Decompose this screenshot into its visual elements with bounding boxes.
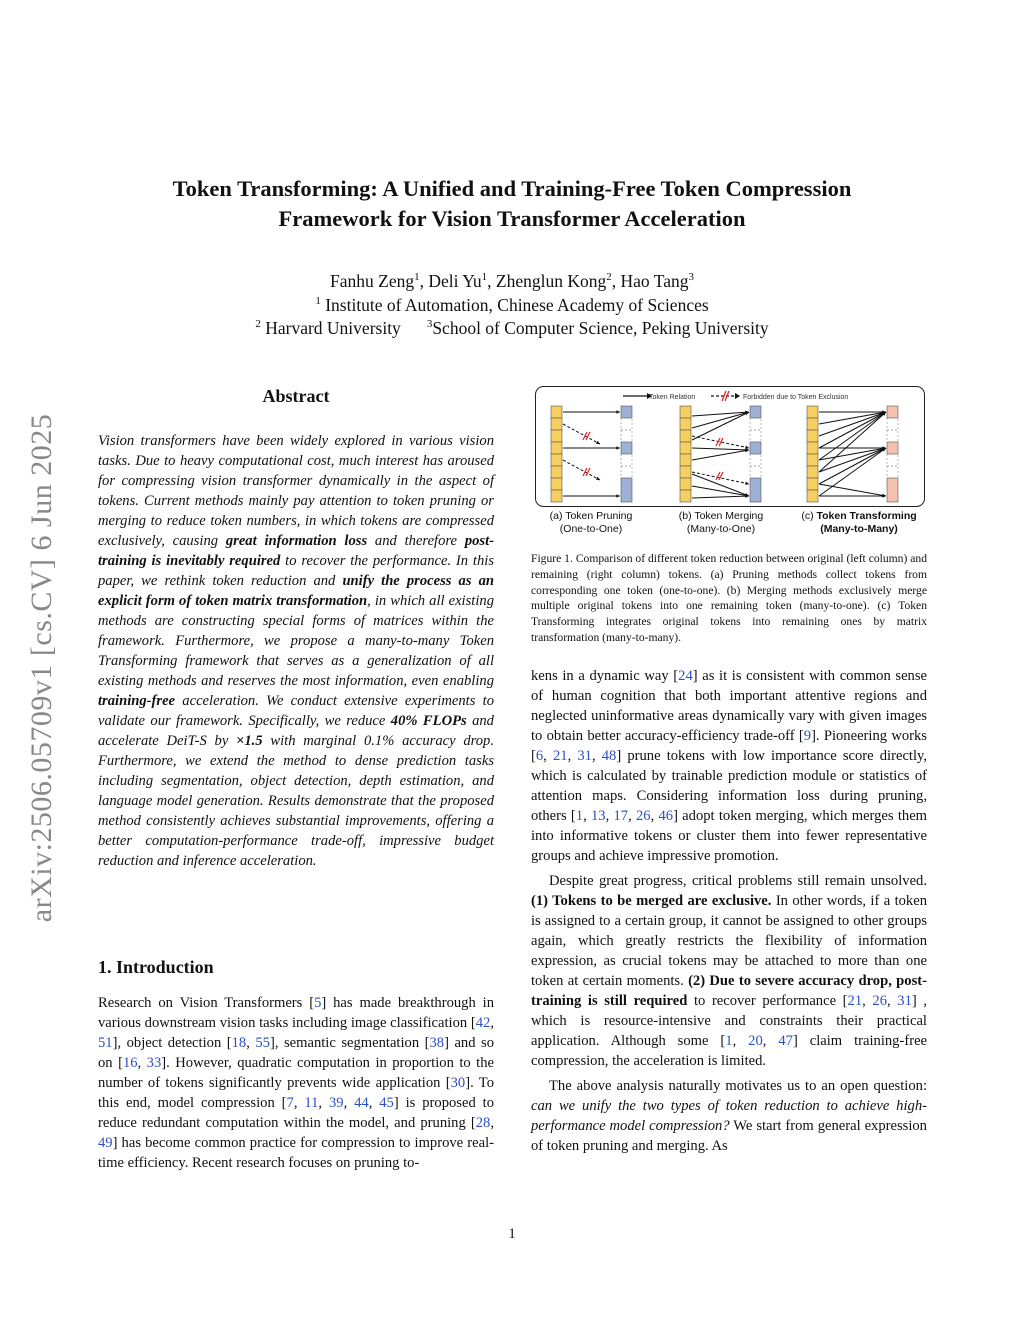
- original-token: [807, 442, 818, 454]
- remaining-token-slot: [621, 454, 632, 466]
- remaining-token: [750, 406, 761, 418]
- original-token: [551, 490, 562, 502]
- relation-arrow: [819, 412, 886, 436]
- forbidden-arrow: [563, 460, 600, 480]
- author-name: Fanhu Zeng: [330, 271, 415, 291]
- citation-link[interactable]: 55: [255, 1035, 270, 1051]
- citation-link[interactable]: 46: [658, 808, 674, 824]
- relation-arrow: [819, 412, 886, 460]
- citation-link[interactable]: 49: [98, 1135, 113, 1151]
- original-token: [807, 454, 818, 466]
- remaining-token: [621, 478, 632, 502]
- citation-link[interactable]: 44: [354, 1095, 369, 1111]
- citation-link[interactable]: 7: [286, 1095, 294, 1111]
- affiliation-1: $^1$ Institute of Automation, Chinese Academy of Sciences: [315, 295, 709, 315]
- remaining-token-slot: [621, 418, 632, 430]
- original-token: [680, 490, 691, 502]
- citation-link[interactable]: 31: [897, 993, 912, 1009]
- figure-caption: Figure 1. Comparison of different token reduction between original (left column) and remaining (right column) tokens. (a) Pruning methods collect tokens from corresponding one token (one-to-one). (b) Merging methods exclusively merge multiple original tokens into one remaining token (many-to-one). (c) Token Transforming integrates original tokens into remaining ones by matrix transformation (many-to-many).: [531, 552, 927, 644]
- citation-link[interactable]: 9: [803, 728, 812, 744]
- citation-link[interactable]: 47: [778, 1033, 793, 1049]
- remaining-token: [750, 478, 761, 502]
- paper-title: [100, 174, 924, 234]
- legend: [623, 391, 848, 401]
- original-token: [551, 454, 562, 466]
- relation-arrow-head: [616, 494, 620, 497]
- citation-link[interactable]: 51: [98, 1035, 113, 1051]
- relation-arrow: [692, 486, 749, 496]
- relation-arrow: [692, 448, 749, 450]
- citation-link[interactable]: 11: [304, 1095, 319, 1111]
- original-token: [551, 418, 562, 430]
- original-token: [680, 406, 691, 418]
- remaining-token-slot: [887, 430, 898, 442]
- author-name: Zhenglun Kong: [495, 271, 607, 291]
- remaining-token: [750, 442, 761, 454]
- paragraph-3: The above analysis naturally motivates us to an open question: can we unify the two types of token reduction to achieve high-performance model compression? We start from general expression of token pruning and merging. As: [531, 1078, 927, 1154]
- remaining-token-slot: [621, 430, 632, 442]
- subcaption-a: (a) Token Pruning (One-to-One): [549, 510, 633, 535]
- remaining-token-slot: [750, 454, 761, 466]
- intro-heading: 1. Introduction: [98, 957, 214, 977]
- caption-label: Figure 1.: [531, 552, 573, 565]
- relation-arrow: [819, 448, 886, 472]
- affiliation-2-3: $^2$ Harvard University $^3$School of Computer Science, Peking University: [255, 318, 769, 338]
- legend-forbidden-label: Forbidden due to Token Exclusion: [743, 394, 849, 401]
- remaining-token: [887, 478, 898, 502]
- original-token: [680, 418, 691, 430]
- original-token: [551, 406, 562, 418]
- citation-link[interactable]: 26: [635, 808, 651, 824]
- intro-body: Research on Vision Transformers [5] has made breakthrough in various downstream vision tasks including image classification [42, 51], object detection [18, 55], semantic segmentation [38] and so on [16, 33]. However, quadratic computation in proportion to the number of tokens significantly prevents wide application [30]. To this end, model compression [7, 11, 39, 44, 45] is proposed to reduce redundant computation within the model, and pruning [28, 49] has become common practice for compression to improve real-time efficiency. Recent research focuses on pruning to-: [98, 995, 494, 1171]
- paragraph-1: kens in a dynamic way [24] as it is consistent with common sense of human cognition that both important attentive regions and neglected uninformative areas dynamically vary with given images to obtain better accuracy-efficiency trade-off [9]. Pioneering works [6, 21, 31, 48] prune tokens with low importance score directly, which is calculated by trainable prediction module or statistics of attention maps. Considering information loss during pruning, others [1, 13, 17, 26, 46] adopt token merging, which merges them into informative tokens or cluster them into fewer representative groups and achieve impressive promotion.: [531, 668, 928, 864]
- remaining-token: [621, 406, 632, 418]
- relation-arrow: [692, 496, 749, 498]
- author-name: Deli Yu: [428, 271, 482, 291]
- relation-arrow-head: [616, 410, 620, 413]
- citation-link[interactable]: 17: [613, 808, 629, 824]
- original-token: [807, 466, 818, 478]
- remaining-token-slot: [621, 466, 632, 478]
- forbidden-arrow: [563, 424, 600, 444]
- relation-arrow: [819, 448, 886, 460]
- relation-arrow: [819, 412, 886, 472]
- relation-arrow: [819, 412, 886, 424]
- original-token: [680, 454, 691, 466]
- original-token: [807, 490, 818, 502]
- citation-link[interactable]: 20: [748, 1033, 763, 1049]
- abstract-heading: Abstract: [262, 386, 330, 406]
- citation-link[interactable]: 13: [590, 808, 606, 824]
- remaining-token-slot: [887, 454, 898, 466]
- original-token: [680, 466, 691, 478]
- citation-link[interactable]: 28: [475, 1115, 491, 1131]
- forbidden-arrow-head: [596, 441, 600, 444]
- paragraph-2: Despite great progress, critical problems still remain unsolved. (1) Tokens to be merged are exclusive. In other words, if a token is assigned to a certain group, it cannot be assigned to other groups again, which greatly restricts the flexibility of information expression, as crucial tokens may be attached to more than one token at certain moments. (2) Due to severe accuracy drop, post-training is still required to recover performance [21, 26, 31] , which is resource-intensive and constraints their practical application. Although some [1, 20, 47] claim training-free compression, the acceleration is limited.: [531, 873, 928, 1069]
- abstract-body: Vision transformers have been widely explored in various vision tasks. Due to heavy computational cost, much interest has aroused for compressing vision transformer dynamically in the aspect of tokens. Current methods mainly pay attention to token pruning or merging to reduce token numbers, in which tokens are compressed exclusively, causing great information loss and therefore post-training is inevitably required to recover the performance. In this paper, we rethink token reduction and unify the process as an explicit form of token matrix transformation, in which all existing methods are constructing special forms of matrices within the framework. Furthermore, we propose a many-to-many Token Transforming framework that serves as a generalization of all existing methods and reserves the most information, even enabling training-free acceleration. We conduct extensive experiments to validate our framework. Specifically, we reduce 40% FLOPs and accelerate DeiT-S by ×1.5 with marginal 0.1% accuracy drop. Furthermore, we extend the method to dense prediction tasks including segmentation, object detection, depth estimation, and language model generation. Results demonstrate that the proposed method consistently achieves substantial improvements, offering a better computation-performance trade-off, impressive budget reduction and inference acceleration.: [98, 433, 494, 869]
- relation-arrow: [819, 448, 886, 496]
- relation-arrow: [819, 484, 886, 496]
- citation-link[interactable]: 38: [429, 1035, 445, 1051]
- citation-link[interactable]: 42: [475, 1015, 491, 1031]
- citation-link[interactable]: 30: [450, 1075, 466, 1091]
- original-token: [680, 442, 691, 454]
- original-token: [680, 478, 691, 490]
- subcaption-b: (b) Token Merging (Many-to-One): [678, 510, 764, 535]
- citation-link[interactable]: 1: [725, 1033, 733, 1049]
- arxiv-identifier: arXiv:2506.05709v1 [cs.CV] 6 Jun 2025: [25, 413, 58, 923]
- original-token: [807, 430, 818, 442]
- original-token: [807, 418, 818, 430]
- original-token: [551, 478, 562, 490]
- remaining-token: [621, 442, 632, 454]
- citation-link[interactable]: 39: [328, 1095, 344, 1111]
- citation-link[interactable]: 18: [231, 1035, 247, 1051]
- title-line-1: Token Transforming: A Unified and Training-Free Token Compression: [172, 176, 852, 201]
- subcaption-c: (c) Token Transforming (Many-to-Many): [801, 510, 917, 535]
- citation-link[interactable]: 45: [379, 1095, 394, 1111]
- relation-arrow: [692, 450, 749, 460]
- citation-link[interactable]: 1: [575, 808, 584, 824]
- forbidden-arrow-head: [596, 477, 600, 480]
- remaining-token: [887, 442, 898, 454]
- original-token: [551, 442, 562, 454]
- citation-link[interactable]: 5: [314, 995, 322, 1011]
- citation-link[interactable]: 33: [146, 1055, 162, 1071]
- citation-link[interactable]: 26: [872, 993, 887, 1009]
- remaining-token-slot: [750, 418, 761, 430]
- relation-arrow-head: [616, 446, 620, 449]
- citation-link[interactable]: 16: [122, 1055, 138, 1071]
- figure-panels: [551, 406, 898, 502]
- citation-link[interactable]: 24: [678, 668, 693, 684]
- original-token: [680, 430, 691, 442]
- citation-link[interactable]: 48: [601, 748, 617, 764]
- figure-1: [535, 386, 925, 544]
- forbidden-arrow-head: [745, 482, 749, 485]
- legend-relation-label: Token Relation: [649, 394, 696, 401]
- citation-link[interactable]: 21: [552, 748, 568, 764]
- author-name: Hao Tang: [620, 271, 689, 291]
- citation-link[interactable]: 21: [847, 993, 863, 1009]
- right-column-body: [531, 666, 927, 1156]
- remaining-token-slot: [887, 466, 898, 478]
- original-token: [551, 430, 562, 442]
- remaining-token: [887, 406, 898, 418]
- author-list: Fanhu Zeng$^1$, Deli Yu$^1$, Zhenglun Kong$^2$, Hao Tang$^3$: [330, 271, 694, 291]
- original-token: [807, 406, 818, 418]
- page-number: 1: [508, 1226, 516, 1242]
- remaining-token-slot: [750, 466, 761, 478]
- remaining-token-slot: [750, 430, 761, 442]
- original-token: [807, 478, 818, 490]
- citation-link[interactable]: 31: [577, 748, 592, 764]
- original-token: [551, 466, 562, 478]
- remaining-token-slot: [887, 418, 898, 430]
- title-line-2: Framework for Vision Transformer Acceleration: [278, 206, 746, 231]
- citation-link[interactable]: 6: [535, 748, 544, 764]
